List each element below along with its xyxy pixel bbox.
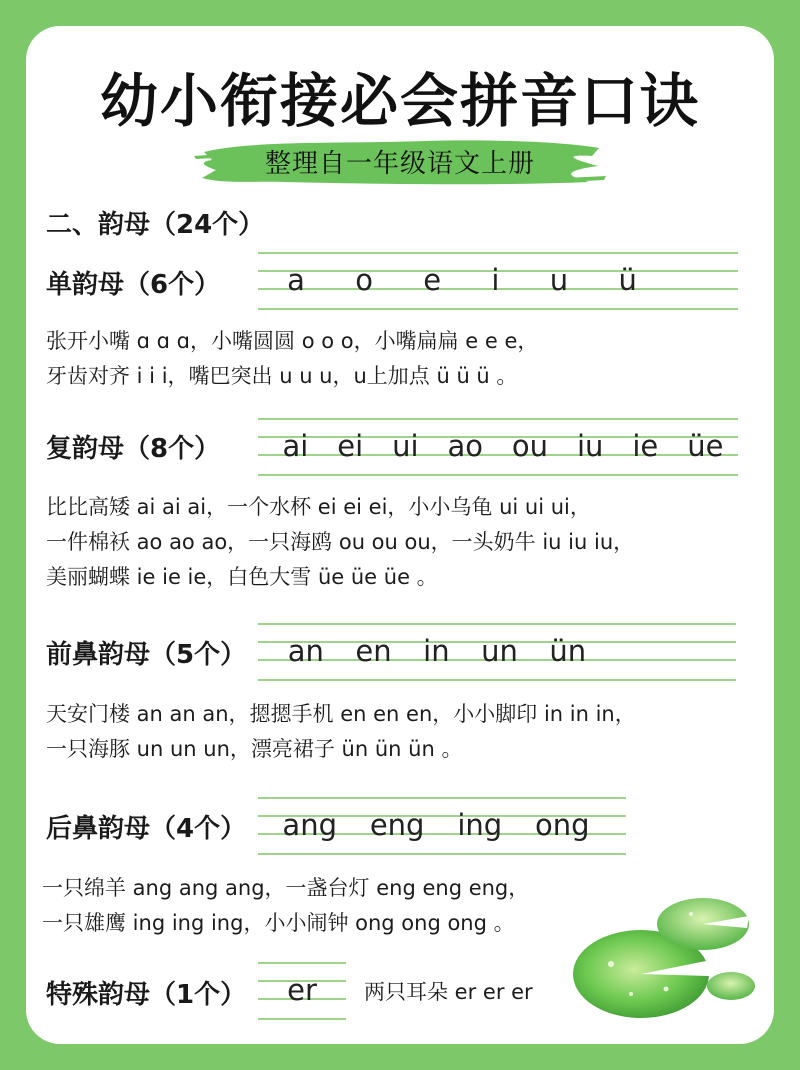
verse-line: 牙齿对齐 i i i，嘴巴突出 u u u，u上加点 ü ü ü 。	[46, 364, 518, 388]
final-ou: ou	[511, 429, 549, 463]
page-subtitle: 整理自一年级语文上册	[264, 149, 535, 179]
verse-line: 一只海豚 un un un，漂亮裙子 ün ün ün 。	[46, 737, 463, 761]
final-o: o	[355, 263, 373, 297]
single-finals-label: 单韵母（6个）	[46, 270, 221, 300]
compound-finals-verse	[46, 490, 634, 595]
front-nasal-finals-verse	[46, 697, 636, 767]
lily-pad-image	[571, 894, 761, 1024]
section-heading: 二、韵母（24个）	[46, 210, 265, 240]
special-final-label: 特殊韵母（1个）	[46, 980, 247, 1010]
final-i: i	[491, 263, 500, 297]
compound-finals-pinyin	[268, 418, 738, 474]
special-final-pinyin	[258, 962, 346, 1018]
final-ang: ang	[282, 808, 337, 842]
verse-line: 美丽蝴蝶 ie ie ie，白色大雪 üe üe üe 。	[46, 565, 438, 589]
verse-line: 一只雄鹰 ing ing ing，小小闹钟 ong ong ong 。	[42, 911, 515, 935]
back-nasal-finals-label: 后鼻韵母（4个）	[46, 814, 247, 844]
final-an: an	[287, 634, 324, 668]
final-en: en	[355, 634, 392, 668]
final-in: in	[423, 634, 450, 668]
verse-line: 天安门楼 an an an，摁摁手机 en en en，小小脚印 in in in，	[46, 702, 636, 726]
final-ve: üe	[687, 429, 724, 463]
single-finals-pinyin	[262, 252, 662, 308]
verse-line: 一只绵羊 ang ang ang，一盏台灯 eng eng eng，	[42, 876, 530, 900]
final-er: er	[287, 973, 317, 1007]
final-un: un	[481, 634, 518, 668]
final-ai: ai	[282, 429, 309, 463]
final-iu: iu	[576, 429, 604, 463]
final-u: u	[549, 263, 569, 297]
final-vn: ün	[549, 634, 587, 668]
final-v: ü	[618, 263, 637, 297]
verse-line: 比比高矮 ai ai ai，一个水杯 ei ei ei，小小乌龟 ui ui ui，	[46, 495, 591, 519]
single-finals-verse	[46, 324, 538, 394]
final-ong: ong	[535, 808, 590, 842]
final-ei: ei	[337, 429, 364, 463]
final-e: e	[423, 263, 442, 297]
front-nasal-finals-label: 前鼻韵母（5个）	[46, 640, 247, 670]
compound-finals-label: 复韵母（8个）	[46, 434, 221, 464]
back-nasal-finals-pinyin	[266, 797, 606, 853]
content-card	[26, 26, 774, 1044]
verse-line: 一件棉袄 ao ao ao，一只海鸥 ou ou ou，一头奶牛 iu iu iu，	[46, 530, 635, 554]
final-ie: ie	[632, 429, 659, 463]
final-ing: ing	[457, 808, 503, 842]
final-a: a	[287, 263, 305, 297]
special-final-verse: 两只耳朵 er er er	[364, 980, 533, 1004]
final-eng: eng	[369, 808, 425, 842]
front-nasal-finals-pinyin	[272, 623, 602, 679]
final-ui: ui	[392, 429, 419, 463]
verse-line: 张开小嘴 ɑ ɑ ɑ，小嘴圆圆 o o o，小嘴扁扁 e e e，	[46, 329, 539, 353]
back-nasal-finals-verse	[42, 871, 529, 941]
final-ao: ao	[447, 429, 483, 463]
page-title: 幼小衔接必会拼音口诀	[99, 67, 700, 135]
